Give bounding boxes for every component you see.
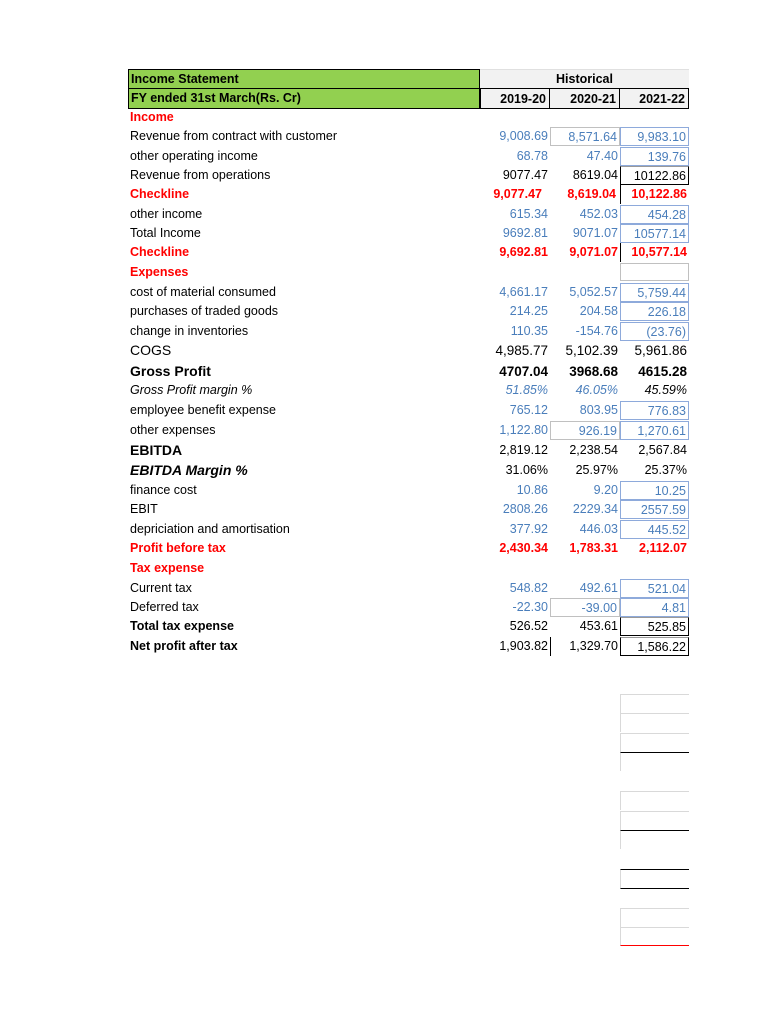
value-cell-2019-20[interactable]: 1,122.80 [499, 423, 548, 437]
value-cell-2020-21[interactable]: 1,329.70 [550, 637, 620, 656]
value-cell-2021-22[interactable]: 1,586.22 [620, 637, 689, 656]
row-label-gross-profit: Gross Profit [130, 363, 211, 379]
empty-cell[interactable] [620, 791, 689, 810]
value-cell-2021-22[interactable]: 4.81 [620, 598, 689, 617]
table-row [0, 362, 768, 382]
value-cell-2020-21[interactable]: 46.05% [575, 383, 618, 397]
value-cell-2021-22[interactable]: 521.04 [620, 579, 689, 598]
value-cell-2021-22[interactable]: 2,567.84 [638, 443, 687, 457]
value-cell-2020-21[interactable]: 8,571.64 [550, 127, 620, 146]
value-cell-2021-22[interactable]: 5,961.86 [634, 343, 687, 358]
value-cell-2021-22[interactable]: 776.83 [620, 401, 689, 420]
value-cell-2019-20[interactable]: 68.78 [516, 149, 548, 163]
value-cell-2019-20[interactable]: 214.25 [509, 304, 548, 318]
check-value-2019-20[interactable]: 9,077.47 [493, 187, 542, 201]
value-cell-2021-22[interactable]: 525.85 [620, 617, 689, 636]
value-cell-2019-20[interactable]: 110.35 [510, 324, 548, 338]
table-row [0, 461, 768, 481]
check-value-2021-22[interactable]: 10,577.14 [620, 243, 689, 262]
value-cell-2020-21[interactable]: 492.61 [579, 581, 618, 595]
value-cell-2021-22[interactable]: 45.59% [644, 383, 687, 397]
table-row [0, 579, 768, 599]
checkline-label: Checkline [130, 187, 190, 201]
value-cell-2019-20[interactable]: 526.52 [509, 619, 548, 633]
table-row [0, 421, 768, 441]
table-row [0, 617, 768, 637]
row-label: depriciation and amortisation [130, 522, 290, 536]
value-cell-2020-21[interactable]: 5,102.39 [565, 343, 618, 358]
value-cell-2019-20[interactable]: 4,661.17 [499, 285, 548, 299]
table-row [0, 147, 768, 167]
check-value-2020-21[interactable]: 8,619.04 [567, 187, 616, 201]
value-cell-2020-21[interactable]: 446.03 [579, 522, 618, 536]
row-label: cost of material consumed [130, 285, 276, 299]
empty-cell[interactable] [620, 888, 689, 889]
value-cell-2019-20[interactable]: 615.34 [509, 207, 548, 221]
value-cell-2020-21[interactable]: 5,052.57 [569, 285, 618, 299]
row-label-ebitda: EBITDA [130, 442, 183, 458]
row-label: Revenue from operations [130, 168, 271, 182]
value-cell-2021-22[interactable]: 445.52 [620, 520, 689, 539]
table-row [0, 539, 768, 559]
row-label: finance cost [130, 483, 197, 497]
value-cell-2021-22[interactable]: 5,759.44 [620, 283, 689, 302]
table-row [0, 481, 768, 501]
table-row [0, 224, 768, 244]
fiscal-year-label-cell[interactable]: FY ended 31st March(Rs. Cr) [128, 88, 480, 109]
value-cell-2021-22[interactable]: 9,983.10 [620, 127, 689, 146]
section-label-income: Income [130, 110, 174, 124]
table-row [0, 598, 768, 618]
empty-cell[interactable] [620, 713, 689, 732]
row-label: Total Income [130, 226, 201, 240]
value-cell-2019-20[interactable]: 31.06% [505, 463, 548, 477]
value-cell-2021-22[interactable]: 1,270.61 [620, 421, 689, 440]
value-cell-2020-21[interactable]: 2,238.54 [569, 443, 618, 457]
checkline-row [0, 243, 768, 263]
section-row-tax-expense [0, 559, 768, 579]
value-cell-2021-22[interactable]: (23.76) [620, 322, 689, 341]
value-cell-2020-21[interactable]: 204.58 [579, 304, 618, 318]
section-row-income [0, 108, 768, 128]
value-cell-2021-22[interactable]: 10577.14 [620, 224, 689, 243]
value-cell-2021-22[interactable]: 454.28 [620, 205, 689, 224]
value-cell-2021-22[interactable]: 2,112.07 [639, 541, 687, 555]
row-label: other operating income [130, 149, 258, 163]
value-cell-2021-22[interactable]: 139.76 [620, 147, 689, 166]
row-label: Current tax [130, 581, 192, 595]
value-cell-2021-22[interactable]: 25.37% [644, 463, 687, 477]
table-row [0, 637, 768, 657]
empty-cell[interactable] [620, 733, 689, 752]
empty-cell[interactable] [620, 869, 689, 888]
value-cell-2019-20[interactable]: 10.86 [516, 483, 548, 497]
empty-cell[interactable] [620, 694, 689, 713]
row-label-net-profit: Net profit after tax [130, 639, 238, 653]
value-cell-2019-20[interactable]: 548.82 [509, 581, 548, 595]
row-label-cogs: COGS [130, 342, 172, 358]
check-value-2020-21[interactable]: 9,071.07 [569, 245, 618, 259]
row-label: other expenses [130, 423, 216, 437]
value-cell-2019-20[interactable]: 9,008.69 [499, 129, 548, 143]
row-label: purchases of traded goods [130, 304, 279, 318]
value-cell-2020-21[interactable]: 3968.68 [569, 364, 618, 379]
table-row [0, 166, 768, 186]
empty-cell-2021-22[interactable] [620, 263, 689, 281]
table-row [0, 341, 768, 361]
value-cell-2020-21[interactable]: 25.97% [575, 463, 618, 477]
value-cell-2020-21[interactable]: -39.00 [550, 598, 620, 617]
row-label-ebit: EBIT [130, 502, 158, 516]
value-cell-2020-21[interactable]: 2229.34 [572, 502, 618, 516]
table-row [0, 500, 768, 520]
historical-header-cell[interactable]: Historical [480, 69, 689, 89]
value-cell-2020-21[interactable]: 9.20 [593, 483, 618, 497]
row-label: Revenue from contract with customer [130, 129, 338, 143]
value-cell-2021-22[interactable]: 10122.86 [620, 166, 689, 185]
value-cell-2020-21[interactable]: 926.19 [550, 421, 620, 440]
table-row [0, 205, 768, 225]
year-header-2020-21[interactable]: 2020-21 [549, 88, 620, 109]
year-header-2019-20[interactable]: 2019-20 [480, 88, 550, 109]
value-cell-2019-20[interactable]: 2,819.12 [499, 443, 548, 457]
table-row [0, 401, 768, 421]
check-value-2021-22[interactable]: 10,122.86 [620, 185, 689, 204]
value-cell-2019-20[interactable]: 1,903.82 [499, 639, 548, 653]
section-label-expenses: Expenses [130, 265, 189, 279]
value-cell-2020-21[interactable]: 1,783.31 [569, 541, 618, 555]
row-label-total-tax: Total tax expense [130, 619, 234, 633]
empty-cell[interactable] [620, 927, 689, 946]
statement-title-cell[interactable]: Income Statement [128, 69, 480, 89]
table-row [0, 520, 768, 540]
value-cell-2020-21[interactable]: 8619.04 [572, 168, 618, 182]
empty-cell[interactable] [620, 811, 689, 830]
table-row [0, 322, 768, 342]
value-cell-2019-20[interactable]: 9077.47 [502, 168, 548, 182]
value-cell-2021-22[interactable]: 4615.28 [638, 364, 687, 379]
value-cell-2021-22[interactable]: 226.18 [620, 302, 689, 321]
table-row [0, 283, 768, 303]
value-cell-2020-21[interactable]: 453.61 [579, 619, 618, 633]
value-cell-2019-20[interactable]: 51.85% [505, 383, 548, 397]
value-cell-2020-21[interactable]: 803.95 [579, 403, 618, 417]
table-row [0, 302, 768, 322]
value-cell-2020-21[interactable]: 47.40 [586, 149, 618, 163]
checkline-label: Checkline [130, 245, 190, 259]
table-row [0, 127, 768, 147]
row-label: employee benefit expense [130, 403, 276, 417]
value-cell-2021-22[interactable]: 2557.59 [620, 500, 689, 519]
empty-cell[interactable] [620, 752, 689, 771]
value-cell-2019-20[interactable]: 4,985.77 [495, 343, 548, 358]
value-cell-2019-20[interactable]: 2,430.34 [499, 541, 548, 555]
row-label-gross-margin: Gross Profit margin % [130, 383, 253, 397]
value-cell-2020-21[interactable]: 9071.07 [572, 226, 618, 240]
value-cell-2019-20[interactable]: 4707.04 [499, 364, 548, 379]
value-cell-2020-21[interactable]: -154.76 [575, 324, 618, 338]
value-cell-2019-20[interactable]: 377.92 [509, 522, 548, 536]
value-cell-2020-21[interactable]: 452.03 [579, 207, 618, 221]
section-label-tax-expense: Tax expense [130, 561, 205, 575]
value-cell-2019-20[interactable]: 765.12 [509, 403, 548, 417]
empty-cell[interactable] [620, 908, 689, 927]
value-cell-2021-22[interactable]: 10.25 [620, 481, 689, 500]
check-value-2019-20[interactable]: 9,692.81 [499, 245, 548, 259]
row-label: change in inventories [130, 324, 249, 338]
row-label: other income [130, 207, 203, 221]
section-row-expenses [0, 263, 768, 283]
checkline-row [0, 185, 768, 205]
cell-gap [620, 771, 621, 772]
row-label-ebitda-margin: EBITDA Margin % [130, 462, 248, 478]
row-label-profit-before-tax: Profit before tax [130, 541, 226, 555]
value-cell-2019-20[interactable]: 9692.81 [502, 226, 548, 240]
empty-cell[interactable] [620, 830, 689, 849]
value-cell-2019-20[interactable]: 2808.26 [502, 502, 548, 516]
row-label: Deferred tax [130, 600, 199, 614]
value-cell-2019-20[interactable]: -22.30 [512, 600, 548, 614]
table-row [0, 381, 768, 401]
table-row [0, 441, 768, 461]
year-header-2021-22[interactable]: 2021-22 [619, 88, 689, 109]
